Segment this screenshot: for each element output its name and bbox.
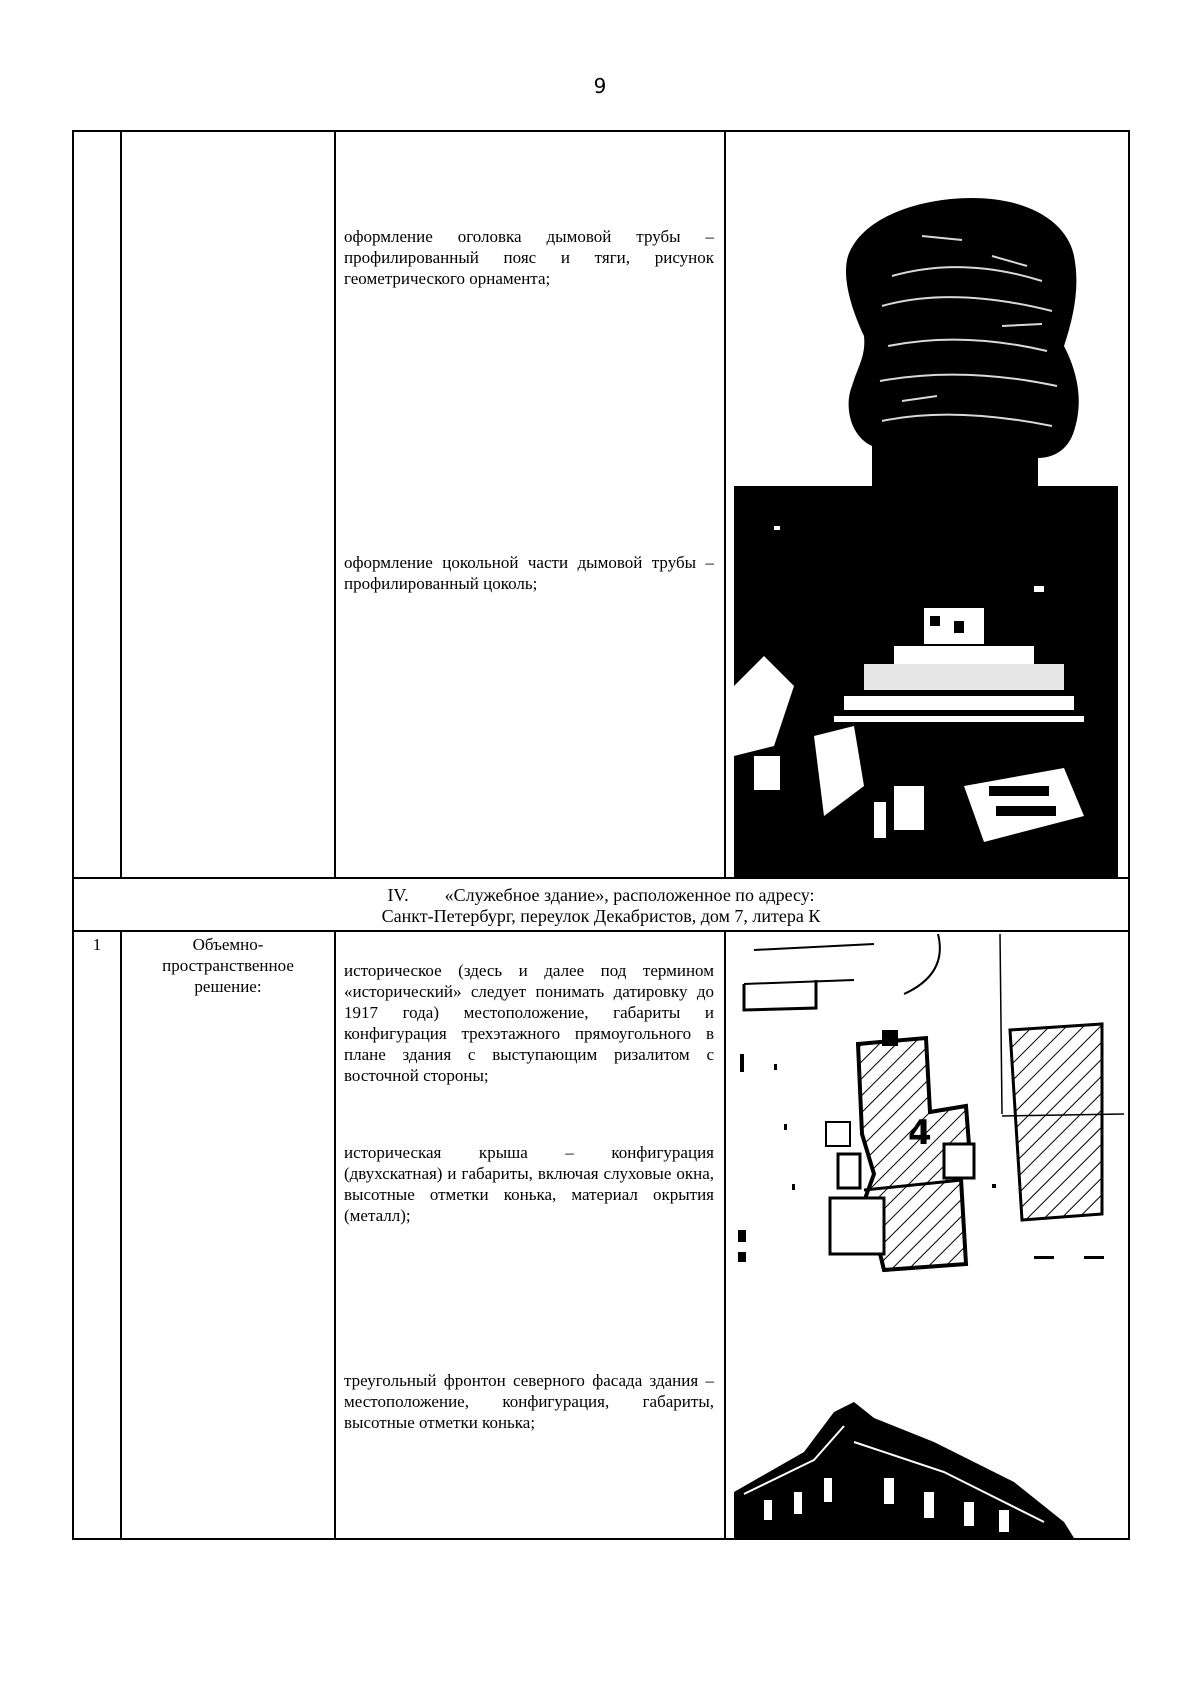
location-description: историческое (здесь и далее под термином «исторический» следует понимать датировку до 1917 года) местоположение, габариты и конфигурация трехэтажного прямоугольного в плане здания с выступающим ризалитом с восточной стороны;: [344, 961, 714, 1085]
page-number: 9: [593, 74, 607, 98]
section-header-line1: IV. «Служебное здание», расположенное по адресу:: [387, 885, 815, 905]
protection-table: [72, 130, 1130, 1540]
site-plan-map: [734, 934, 1124, 1274]
roof-description: историческая крыша – конфигурация (двухскатная) и габариты, включая слуховые окна, высотные отметки конька, материал окрытия (металл);: [344, 1143, 714, 1225]
table-border-left: [72, 130, 74, 1540]
column-line: [724, 130, 726, 878]
column-line: [334, 930, 336, 1540]
row-number: 1: [92, 935, 102, 954]
row-category: Объемно-пространственное решение:: [162, 935, 294, 996]
column-line: [120, 930, 122, 1540]
table-border-right: [1128, 130, 1130, 1540]
chimney-base-description: оформление цокольной части дымовой трубы –профилированный цоколь;: [344, 553, 714, 593]
building-number-label: 4: [908, 1113, 932, 1153]
chimney-head-description: оформление оголовка дымовой трубы – профилированный пояс и тяги, рисунок геометрического орнамента;: [344, 227, 714, 288]
chimney-head-photo: [842, 196, 1082, 496]
column-line: [334, 130, 336, 878]
section-header-line2: Санкт-Петербург, переулок Декабристов, дом 7, литера К: [381, 906, 821, 926]
chimney-base-photo: [734, 486, 1118, 878]
row-line: [72, 930, 1130, 932]
table-border-top: [72, 130, 1130, 132]
pediment-description: треугольный фронтон северного фасада здания – местоположение, конфигурация, габариты, высотные отметки конька;: [344, 1371, 714, 1432]
table-border-bottom: [72, 1538, 1130, 1540]
column-line: [120, 130, 122, 878]
north-facade-photo: [734, 1382, 1118, 1538]
column-line: [724, 930, 726, 1540]
